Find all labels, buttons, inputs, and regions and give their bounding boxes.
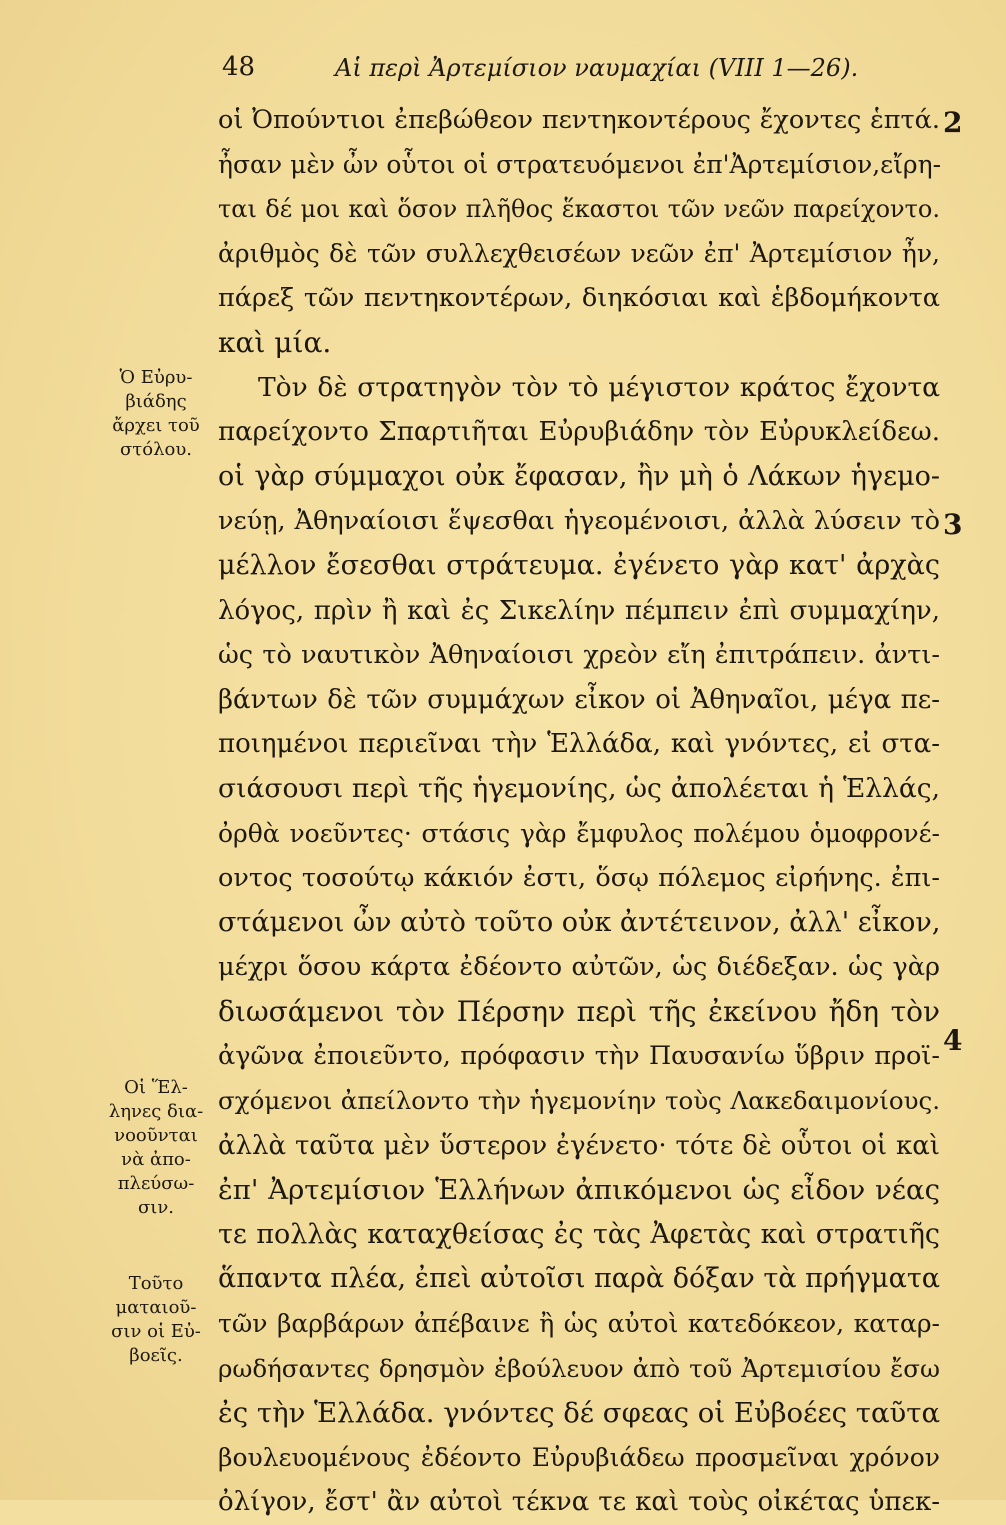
margin-note-line: βιάδης [125,391,187,412]
text-line: σχόμενοι ἀπείλοντο τὴν ἡγεμονίην τοὺς Λακεδαιμονίους. [218,1086,940,1116]
margin-note-line: Ὁ Εὐρυ- [119,367,193,388]
section-number: 2 [943,106,963,139]
body-text [218,98,940,1525]
text-line: διωσάμενοι τὸν Πέρσην περὶ τῆς ἐκείνου ἤδη τὸν [218,994,940,1028]
text-line: μέλλον ἔσεσθαι στράτευμα. ἐγένετο γὰρ κατ' ἀρχὰς [218,549,940,581]
text-line: ρωδήσαντες δρησμὸν ἐβούλευον ἀπὸ τοῦ Ἀρτεμισίου ἔσω [218,1353,940,1383]
margin-note-line: νοοῦνται [114,1125,198,1146]
text-line: τῶν βαρβάρων ἀπέβαινε ἢ ὡς αὐτοὶ κατεδόκεον, καταρ- [218,1309,940,1339]
text-line: οἱ Ὀπούντιοι ἐπεβώθεον πεντηκοντέρους ἔχοντες ἑπτά. [218,105,940,135]
text-line: λόγος, πρὶν ἢ καὶ ἐς Σικελίην πέμπειν ἐπὶ συμμαχίην, [218,595,940,626]
text-line: τε πολλὰς καταχθείσας ἐς τὰς Ἀφετὰς καὶ στρατιῆς [218,1218,940,1250]
margin-note-line: ματαιοῦ- [115,1297,197,1318]
section-number: 3 [943,508,963,541]
margin-note-line: σιν οἱ Εὐ- [111,1321,201,1342]
text-line: ἀριθμὸς δὲ τῶν συλλεχθεισέων νεῶν ἐπ' Ἀρτεμίσιον ἦν, [218,238,940,268]
margin-note [100,1076,212,1220]
text-line: πάρεξ τῶν πεντηκοντέρων, διηκόσιαι καὶ ἑβδομήκοντα [218,283,940,314]
margin-note [100,1272,212,1368]
text-line: οἱ γὰρ σύμμαχοι οὐκ ἔφασαν, ἢν μὴ ὁ Λάκων ἡγεμο- [218,460,940,492]
text-line: Τὸν δὲ στρατηγὸν τὸν τὸ μέγιστον κράτος ἔχοντα [258,371,940,403]
text-line: ἅπαντα πλέα, ἐπεὶ αὐτοῖσι παρὰ δόξαν τὰ πρήγματα [218,1263,940,1295]
page-header [0,52,1006,92]
margin-note-line: Τοῦτο [128,1273,184,1294]
section-number: 4 [943,1024,963,1057]
margin-note-line: νὰ ἀπο- [121,1149,191,1170]
text-line: βάντων δὲ τῶν συμμάχων εἶκον οἱ Ἀθηναῖοι, μέγα πε- [218,684,940,715]
page-number: 48 [222,52,256,82]
text-line: οντος τοσούτῳ κάκιόν ἐστι, ὅσῳ πόλεμος εἰρήνης. ἐπι- [218,863,940,894]
text-line: μέχρι ὅσου κάρτα ἐδέοντο αὐτῶν, ὡς διέδεξαν. ὡς γὰρ [218,952,940,983]
text-line: καὶ μία. [218,325,332,359]
text-line: ὡς τὸ ναυτικὸν Ἀθηναίοισι χρεὸν εἴη ἐπιτράπειν. ἀντι- [218,640,940,671]
margin-note-line: Οἱ Ἕλ- [124,1077,188,1098]
running-title: Αἱ περὶ Ἀρτεμίσιον ναυμαχίαι (VIII 1—26). [335,54,859,82]
text-line: βουλευομένους ἐδέοντο Εὐρυβιάδεω προσμεῖναι χρόνον [218,1442,940,1472]
margin-note-line: ληνες δια- [108,1101,204,1122]
text-line: ἐς τὴν Ἑλλάδα. γνόντες δέ σφεας οἱ Εὐβοέες ταῦτα [218,1397,941,1430]
text-line: νεύῃ, Ἀθηναίοισι ἕψεσθαι ἡγεομένοισι, ἀλλὰ λύσειν τὸ [218,506,940,537]
text-line: στάμενοι ὦν αὐτὸ τοῦτο οὐκ ἀντέτεινον, ἀλλ' εἶκον, [218,906,941,938]
text-line: ὀρθὰ νοεῦντες· στάσις γὰρ ἔμφυλος πολέμου ὁμοφρονέ- [218,818,940,848]
text-line: ἦσαν μὲν ὦν οὗτοι οἱ στρατευόμενοι ἐπ'Ἀρτεμίσιον,εἴρη- [218,149,942,179]
margin-note-line: βοεῖς. [129,1345,183,1366]
text-line: ὀλίγον, ἔστ' ἂν αὐτοὶ τέκνα τε καὶ τοὺς οἰκέτας ὑπεκ- [218,1487,940,1518]
margin-note-line: ἄρχει τοῦ [112,415,200,436]
text-line: παρείχοντο Σπαρτιῆται Εὐρυβιάδην τὸν Εὐρυκλείδεω. [218,417,940,448]
text-line: ται δέ μοι καὶ ὅσον πλῆθος ἕκαστοι τῶν νεῶν παρείχοντο. [218,195,940,224]
margin-note-line: σιν. [137,1197,174,1218]
margin-note-line: στόλου. [120,439,192,460]
text-line: ἀγῶνα ἐποιεῦντο, πρόφασιν τὴν Παυσανίω ὕβριν προϊ- [218,1041,940,1072]
text-line: ποιημένοι περιεῖναι τὴν Ἑλλάδα, καὶ γνόντες, εἰ στα- [218,729,940,760]
text-line: ἀλλὰ ταῦτα μὲν ὕστερον ἐγένετο· τότε δὲ οὗτοι οἱ καὶ [218,1130,940,1161]
text-line: σιάσουσι περὶ τῆς ἡγεμονίης, ὡς ἀπολέεται ἡ Ἑλλάς, [218,772,940,804]
margin-note [100,366,212,462]
text-line: ἐπ' Ἀρτεμίσιον Ἑλλήνων ἀπικόμενοι ὡς εἶδον νέας [218,1174,940,1207]
margin-note-line: πλεύσω- [117,1173,195,1194]
